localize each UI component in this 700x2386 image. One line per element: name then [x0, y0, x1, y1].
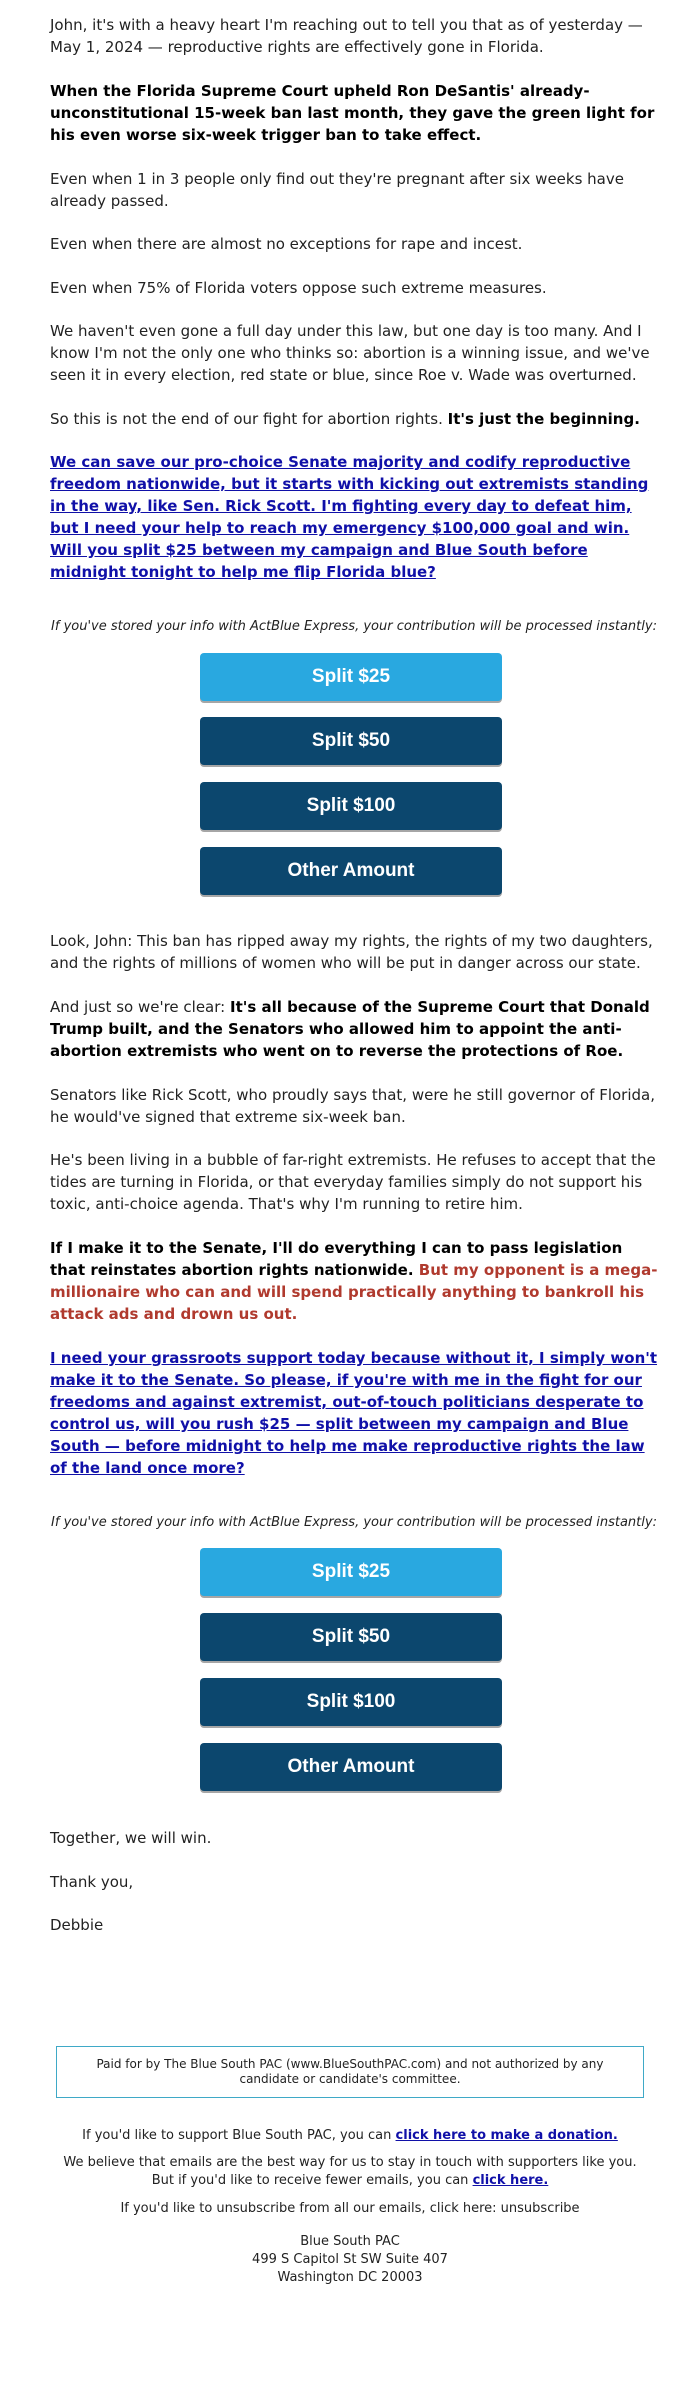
fewer-emails-line: [60, 2154, 640, 2190]
signature: Debbie: [50, 1916, 104, 1934]
split-50-button-1[interactable]: Split $50: [200, 717, 502, 765]
closing-thanks: Thank you,: [50, 1873, 134, 1891]
beginning-text: It's just the beginning.: [447, 410, 640, 428]
unsubscribe-line[interactable]: If you'd like to unsubscribe from all our emails, click here: unsubscribe: [120, 2201, 580, 2216]
senators-paragraph: Senators like Rick Scott, who proudly says that, were he still governor of Florida, he would've signed that extreme six-week ban.: [50, 1086, 655, 1126]
senate-paragraph: [50, 1237, 658, 1325]
actblue-note-1: If you've stored your info with ActBlue Express, your contribution will be processed instantly:: [51, 619, 657, 634]
actblue-note-2: If you've stored your info with ActBlue Express, your contribution will be processed instantly:: [51, 1515, 657, 1530]
split-25-button-1[interactable]: Split $25: [200, 653, 502, 701]
voters-paragraph: Even when 75% of Florida voters oppose such extreme measures.: [50, 279, 547, 297]
support-text: If you'd like to support Blue South PAC, you can: [82, 2128, 396, 2143]
split-100-button-1[interactable]: Split $100: [200, 782, 502, 830]
look-paragraph: Look, John: This ban has ripped away my rights, the rights of my two daughters, and the rights of millions of women who will be put in danger across our state.: [50, 932, 653, 972]
split-50-button-2[interactable]: Split $50: [200, 1613, 502, 1661]
closing-together: Together, we will win.: [50, 1829, 212, 1847]
split-100-button-2[interactable]: Split $100: [200, 1678, 502, 1726]
not-end-text: So this is not the end of our fight for abortion rights.: [50, 410, 448, 428]
other-amount-button-1[interactable]: Other Amount: [200, 847, 502, 895]
paid-for-disclaimer: Paid for by The Blue South PAC (www.BlueSouthPAC.com) and not authorized by any candidate or candidate's committee.: [56, 2046, 644, 2098]
address-street: 499 S Capitol St SW Suite 407: [252, 2252, 448, 2267]
one-in-three-paragraph: Even when 1 in 3 people only find out they're pregnant after six weeks have already passed.: [50, 170, 624, 210]
donate-link-2[interactable]: I need your grassroots support today because without it, I simply won't make it to the Senate. So please, if you're with me in the fight for our freedoms and against extremist, out-of-touch politicians desperate to control us, will you rush $25 — split between my campaign and Blue South — before midnight to help me make reproductive rights the law of the land once more?: [50, 1349, 658, 1477]
clear-paragraph: [50, 996, 658, 1062]
donation-link[interactable]: click here to make a donation.: [395, 2128, 618, 2143]
support-line: [0, 2127, 700, 2145]
not-end-paragraph: [50, 408, 658, 430]
address-city: Washington DC 20003: [277, 2270, 423, 2285]
supreme-court-text: It's all because of the Supreme Court that Donald Trump built, and the Senators who allowed him to appoint the anti-abortion extremists who went on to reverse the protections of Roe.: [50, 998, 650, 1060]
fewer-emails-link[interactable]: click here.: [472, 2173, 549, 2188]
other-amount-button-2[interactable]: Other Amount: [200, 1743, 502, 1791]
intro-paragraph: John, it's with a heavy heart I'm reaching out to tell you that as of yesterday — May 1, 2024 — reproductive rights are effectively gone in Florida.: [50, 16, 643, 56]
donate-link-1[interactable]: We can save our pro-choice Senate majority and codify reproductive freedom nationwide, but it starts with kicking out extremists standing in the way, like Sen. Rick Scott. I'm fighting every day to defeat him, but I need your help to reach my emergency $100,000 goal and win. Will you split $25 between my campaign and Blue South before midnight tonight to help me flip Florida blue?: [50, 453, 649, 581]
exceptions-paragraph: Even when there are almost no exceptions for rape and incest.: [50, 235, 523, 253]
bubble-paragraph: He's been living in a bubble of far-right extremists. He refuses to accept that the tides are turning in Florida, or that everyday families simply do not support his toxic, anti-choice agenda. That's why I'm running to retire him.: [50, 1151, 656, 1213]
clear-text: And just so we're clear:: [50, 998, 230, 1016]
full-day-paragraph: We haven't even gone a full day under this law, but one day is too many. And I know I'm not the only one who thinks so: abortion is a winning issue, and we've seen it in every election, red state or blue, since Roe v. Wade was overturned.: [50, 322, 650, 384]
cta-paragraph-1: [50, 451, 658, 583]
senate-text: If I make it to the Senate, I'll do everything I can to pass legislation that reinstates abortion rights nationwide.: [50, 1239, 623, 1279]
fewer-emails-text: We believe that emails are the best way for us to stay in touch with supporters like you. But if you'd like to receive fewer emails, you can: [63, 2155, 637, 2188]
cta-paragraph-2: [50, 1347, 658, 1479]
opponent-text: But my opponent is a mega-millionaire who can and will spend practically anything to bankroll his attack ads and drown us out.: [50, 1261, 658, 1323]
address-name: Blue South PAC: [300, 2234, 400, 2249]
court-paragraph: When the Florida Supreme Court upheld Ron DeSantis' already-unconstitutional 15-week ban last month, they gave the green light for his even worse six-week trigger ban to take effect.: [50, 82, 655, 144]
split-25-button-2[interactable]: Split $25: [200, 1548, 502, 1596]
